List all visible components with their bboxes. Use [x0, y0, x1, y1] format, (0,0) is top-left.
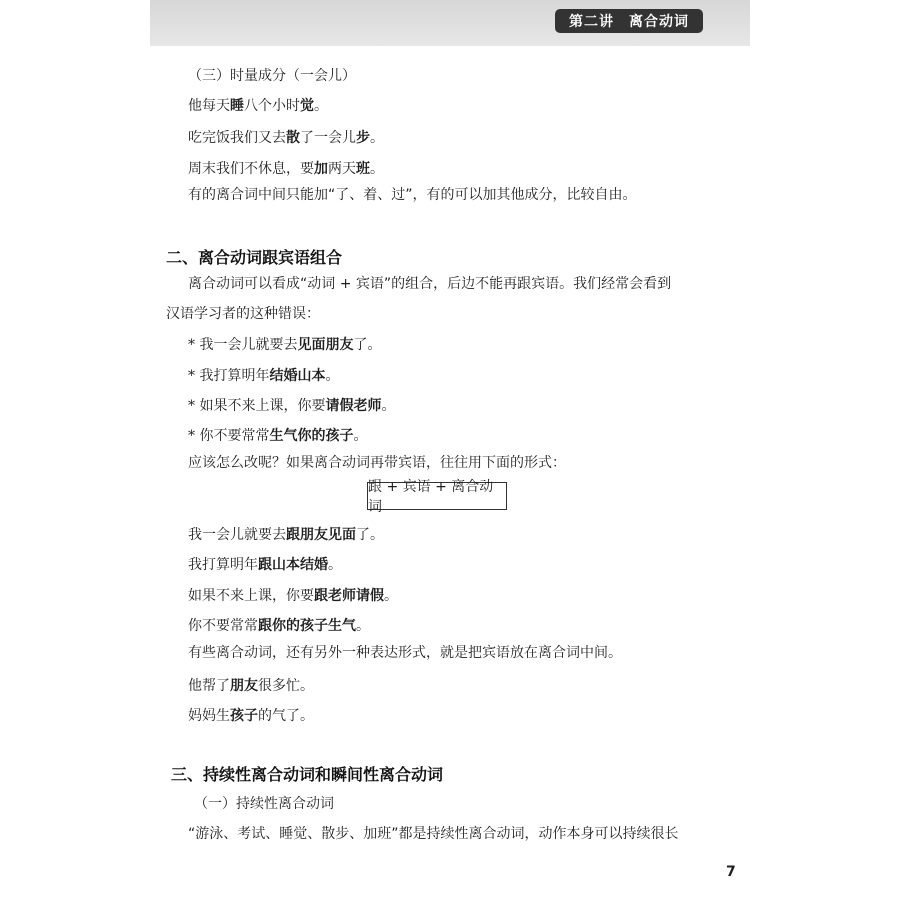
other-form-paragraph — [188, 644, 622, 662]
intro-paragraph-line — [188, 275, 671, 293]
formula-box — [367, 479, 507, 515]
intro-paragraph-line — [166, 305, 320, 323]
question-text: 应该怎么改呢？如果离合动词再带宾语，往往用下面的形式： — [188, 455, 566, 471]
example-after: 很多忙。 — [258, 678, 314, 694]
paragraph-note-text: 有的离合词中间只能加“了、着、过”，有的可以加其他成分，比较自由。 — [188, 187, 637, 203]
example-before: 妈妈生 — [188, 708, 230, 724]
example-highlight: 跟山本结婚 — [258, 557, 328, 573]
example-middle: 八个小时 — [244, 98, 300, 114]
example-highlight: 孩子 — [230, 708, 258, 724]
example-after: 。 — [370, 161, 384, 177]
example-highlight: 见面朋友 — [297, 337, 354, 353]
example-highlight: 睡 — [230, 98, 244, 114]
correct-example-line — [188, 526, 384, 544]
section-heading — [166, 249, 342, 267]
correct-example-line — [188, 556, 342, 574]
example-line — [188, 97, 328, 115]
subsection-title-duration — [188, 67, 356, 85]
example-after: 。 — [325, 368, 340, 384]
example-after: 。 — [353, 428, 368, 444]
wrong-example-line — [188, 427, 367, 445]
example-before: * 我打算明年 — [188, 368, 270, 384]
example-highlight: 跟你的孩子生气 — [258, 618, 356, 634]
example-after: 。 — [381, 398, 396, 414]
page-number: 7 — [726, 864, 736, 880]
example-middle: 了一会儿 — [300, 130, 356, 146]
example-after: 。 — [328, 557, 342, 573]
wrong-example-line — [188, 336, 381, 354]
formula-text: 跟 + 宾语 + 离合动词 — [368, 479, 494, 515]
example-before: 他帮了 — [188, 678, 230, 694]
insert-example-line — [188, 707, 314, 725]
example-after: 了。 — [356, 527, 384, 543]
question-paragraph — [188, 454, 566, 472]
example-after: 的气了。 — [258, 708, 314, 724]
intro-paragraph-text: 离合动词可以看成“动词 + 宾语”的组合，后边不能再跟宾语。我们经常会看到 — [188, 276, 672, 292]
example-line — [188, 160, 384, 178]
example-highlight-2: 班 — [356, 161, 370, 177]
example-highlight: 加 — [314, 161, 328, 177]
example-before: 吃完饭我们又去 — [188, 130, 286, 146]
example-highlight-2: 步 — [356, 130, 370, 146]
wrong-example-line — [188, 397, 395, 415]
insert-example-line — [188, 677, 314, 695]
example-before: * 你不要常常 — [188, 428, 270, 444]
example-highlight-2: 觉 — [300, 98, 314, 114]
example-highlight: 跟朋友见面 — [286, 527, 356, 543]
example-after: 。 — [314, 98, 328, 114]
example-highlight: 跟老师请假 — [314, 588, 384, 604]
example-highlight: 朋友 — [230, 678, 258, 694]
section-heading-text: 二、离合动词跟宾语组合 — [166, 248, 343, 267]
section-heading — [171, 766, 443, 784]
example-after: 。 — [356, 618, 370, 634]
example-after: 。 — [370, 130, 384, 146]
paragraph-continuous-text: “游泳、考试、睡觉、散步、加班”都是持续性离合动词，动作本身可以持续很长 — [188, 826, 679, 842]
section-heading-text: 三、持续性离合动词和瞬间性离合动词 — [171, 765, 444, 784]
example-middle: 两天 — [328, 161, 356, 177]
example-highlight: 散 — [286, 130, 300, 146]
intro-paragraph-text: 汉语学习者的这种错误： — [166, 306, 320, 322]
wrong-example-line — [188, 367, 339, 385]
paragraph-continuous — [188, 825, 679, 843]
example-before: 周末我们不休息，要 — [188, 161, 314, 177]
example-before: 我一会儿就要去 — [188, 527, 286, 543]
example-before: 你不要常常 — [188, 618, 258, 634]
example-before: * 我一会儿就要去 — [188, 337, 298, 353]
example-after: 了。 — [353, 337, 382, 353]
subsection-title-continuous — [194, 795, 334, 813]
subsection-title-text: （一）持续性离合动词 — [194, 796, 334, 812]
example-line — [188, 129, 384, 147]
correct-example-line — [188, 617, 370, 635]
chapter-label: 第二讲 离合动词 — [569, 14, 689, 30]
chapter-tab — [555, 9, 703, 33]
example-before: 我打算明年 — [188, 557, 258, 573]
example-before: * 如果不来上课，你要 — [188, 398, 326, 414]
example-highlight: 生气你的孩子 — [269, 428, 354, 444]
other-form-text: 有些离合动词，还有另外一种表达形式，就是把宾语放在离合词中间。 — [188, 645, 622, 661]
example-before: 如果不来上课，你要 — [188, 588, 314, 604]
subsection-title-text: （三）时量成分（一会儿） — [188, 68, 356, 84]
correct-example-line — [188, 587, 398, 605]
paragraph-note — [188, 186, 637, 204]
example-after: 。 — [384, 588, 398, 604]
example-before: 他每天 — [188, 98, 230, 114]
example-highlight: 请假老师 — [325, 398, 382, 414]
example-highlight: 结婚山本 — [269, 368, 326, 384]
